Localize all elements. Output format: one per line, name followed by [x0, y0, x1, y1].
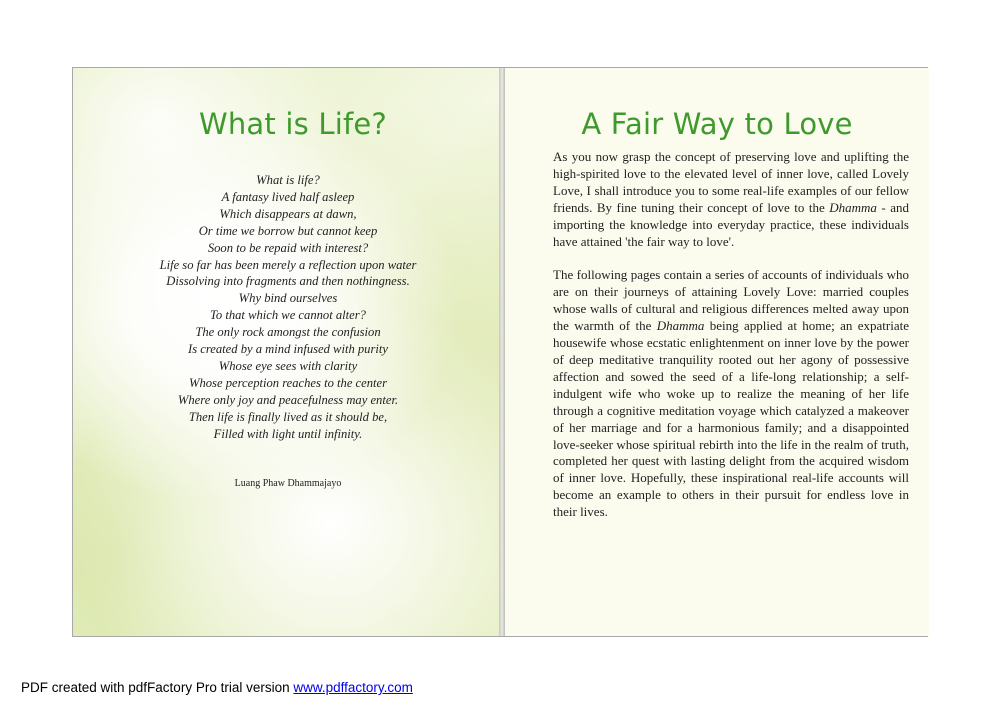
footer-text: PDF created with pdfFactory Pro trial version — [21, 680, 294, 695]
chapter-body — [553, 149, 909, 538]
poem-line: To that which we cannot alter? — [210, 308, 366, 323]
poem — [101, 172, 475, 443]
paragraph-text: As you now grasp the concept of preserving love and uplifting the high-spirited love to the elevated level of inner love, called Lovely Love, I shall introduce you to some real-life examples of our fellow friends. By fine tuning their concept of love to the — [553, 149, 909, 215]
poem-line: Filled with light until infinity. — [213, 426, 363, 441]
dhamma-term: Dhamma — [656, 318, 705, 334]
paragraph-accounts — [553, 267, 909, 521]
poem-line: Where only joy and peacefulness may enter. — [177, 392, 399, 407]
poem-line: What is life? — [256, 173, 320, 187]
poem-line: Why bind ourselves — [238, 291, 338, 306]
book-spread — [72, 67, 928, 637]
pdffactory-link[interactable]: www.pdffactory.com — [293, 680, 413, 695]
dhamma-term: Dhamma — [829, 199, 877, 215]
poem-line: Life so far has been merely a reflection upon water — [159, 257, 417, 272]
poem-line: Is created by a mind infused with purity — [188, 342, 388, 357]
poem-line: Whose eye sees with clarity — [218, 358, 358, 373]
pdf-footer — [21, 680, 413, 695]
poem-title: What is Life? — [198, 107, 388, 141]
poem-line: Soon to be repaid with interest? — [207, 240, 369, 255]
poem-author: Luang Phaw Dhammajayo — [234, 478, 342, 489]
poem-line: A fantasy lived half asleep — [221, 189, 355, 204]
poem-line: Which disappears at dawn, — [219, 206, 357, 221]
left-page — [73, 68, 501, 636]
paragraph-intro — [553, 149, 909, 250]
chapter-title: A Fair Way to Love — [581, 107, 853, 141]
poem-line: Dissolving into fragments and then nothingness. — [166, 274, 410, 289]
right-page — [505, 68, 929, 636]
paragraph-text: being applied at home; an expatriate housewife whose ecstatic enlightenment on inner love by the power of deep meditative tranquility rooted out her agony of possessive affection and sowed the seed of a life-long relationship; a self-indulgent wife who woke up to realize the meaning of her life through a cognitive meditation voyage which catalyzed a makeover of her marriage and for a harmonious family; and a disappointed love-seeker whose spiritual rebirth into the life in the realm of truth, completed her quest with lasting delight from the acquired wisdom of inner love. Hopefully, these inspirational real-life accounts will become an example to others in their pursuit for endless love in their lives. — [553, 318, 909, 520]
paragraph-text: - and importing the knowledge into everyday practice, these individuals have attained 'the fair way to love'. — [553, 199, 909, 249]
poem-line: The only rock amongst the confusion — [195, 325, 381, 340]
poem-line: Whose perception reaches to the center — [188, 375, 388, 390]
poem-line: Then life is finally lived as it should be, — [188, 409, 388, 424]
poem-line: Or time we borrow but cannot keep — [198, 223, 378, 238]
paragraph-text: The following pages contain a series of accounts of individuals who are on their journeys of attaining Lovely Love: married couples whose walls of cultural and religious differences melted away upon the warmth of the — [553, 267, 909, 334]
